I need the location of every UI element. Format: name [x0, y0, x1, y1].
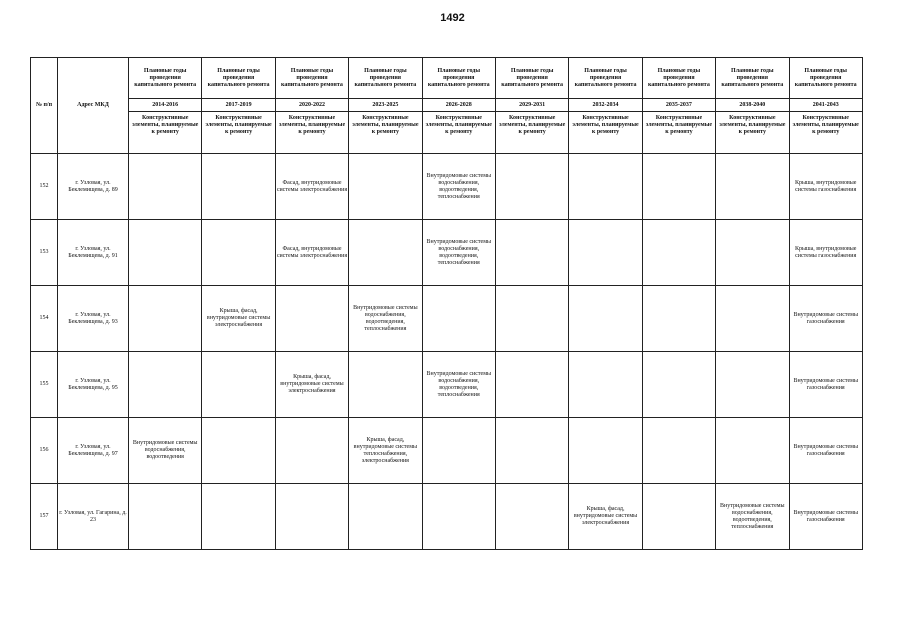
repair-work-cell: Фасад, внутридомовые системы электроснабжения [275, 154, 348, 220]
repair-work-cell [642, 220, 715, 286]
row-number-cell: 152 [31, 154, 58, 220]
column-header-planned-years: Плановые годы проведения капитального ремонта [789, 58, 862, 99]
row-number-cell: 156 [31, 418, 58, 484]
repair-work-cell [716, 154, 789, 220]
repair-work-cell: Внутридомовые системы газоснабжения [789, 484, 862, 550]
table-row [31, 484, 863, 550]
row-number-cell: 153 [31, 220, 58, 286]
repair-work-cell: Внутридомовые системы газоснабжения [789, 286, 862, 352]
repair-work-cell: Крыша, фасад, внутридомовые системы электроснабжения [569, 484, 642, 550]
repair-work-cell [202, 220, 275, 286]
repair-work-cell [202, 484, 275, 550]
address-cell: г. Узловая, ул. Беклемищева, д. 95 [58, 352, 129, 418]
elements-header: Конструктивные элементы, планируемые к ремонту [422, 112, 495, 154]
repair-work-cell: Внутридомовые системы газоснабжения [789, 352, 862, 418]
repair-work-cell [422, 286, 495, 352]
header-row-elements [31, 112, 863, 154]
repair-work-cell: Внутридомовые системы водоснабжения, водоотведения, теплоснабжения [422, 352, 495, 418]
period-header: 2026-2028 [422, 99, 495, 112]
repair-work-cell [349, 154, 422, 220]
repair-work-cell [495, 154, 568, 220]
repair-work-cell: Внутридомовые системы газоснабжения [789, 418, 862, 484]
row-number-cell: 157 [31, 484, 58, 550]
table-row [31, 220, 863, 286]
repair-work-cell [422, 418, 495, 484]
elements-header: Конструктивные элементы, планируемые к ремонту [569, 112, 642, 154]
header-row-periods [31, 99, 863, 112]
address-cell: г. Узловая, ул. Беклемищева, д. 91 [58, 220, 129, 286]
elements-header: Конструктивные элементы, планируемые к ремонту [129, 112, 202, 154]
column-header-planned-years: Плановые годы проведения капитального ремонта [129, 58, 202, 99]
column-header-planned-years: Плановые годы проведения капитального ремонта [495, 58, 568, 99]
period-header: 2020-2022 [275, 99, 348, 112]
repair-work-cell [642, 286, 715, 352]
repair-work-cell: Внутридомовые системы водоснабжения, водоотведения [129, 418, 202, 484]
period-header: 2029-2031 [495, 99, 568, 112]
table-row [31, 418, 863, 484]
repair-work-cell [569, 352, 642, 418]
repair-work-cell [202, 418, 275, 484]
elements-header: Конструктивные элементы, планируемые к ремонту [275, 112, 348, 154]
repair-work-cell [422, 484, 495, 550]
repair-work-cell [569, 286, 642, 352]
repair-work-cell [202, 154, 275, 220]
table-body [31, 154, 863, 550]
elements-header: Конструктивные элементы, планируемые к ремонту [642, 112, 715, 154]
header-row-titles [31, 58, 863, 99]
repair-work-cell [642, 154, 715, 220]
repair-work-cell [495, 286, 568, 352]
repair-work-cell [716, 352, 789, 418]
table-header [31, 58, 863, 154]
address-cell: г. Узловая, ул. Беклемищева, д. 89 [58, 154, 129, 220]
elements-header: Конструктивные элементы, планируемые к ремонту [495, 112, 568, 154]
repair-work-cell: Крыша, фасад, внутридомовые системы электроснабжения [275, 352, 348, 418]
repair-work-cell: Внутридомовые системы водоснабжения, водоотведения, теплоснабжения [422, 154, 495, 220]
period-header: 2041-2043 [789, 99, 862, 112]
period-header: 2038-2040 [716, 99, 789, 112]
repair-work-cell: Внутридомовые системы водоснабжения, водоотведения, теплоснабжения [349, 286, 422, 352]
repair-work-cell [495, 352, 568, 418]
period-header: 2035-2037 [642, 99, 715, 112]
repair-work-cell [275, 484, 348, 550]
repair-work-cell [349, 484, 422, 550]
elements-header: Конструктивные элементы, планируемые к ремонту [716, 112, 789, 154]
elements-header: Конструктивные элементы, планируемые к ремонту [349, 112, 422, 154]
capital-repair-schedule-table [30, 57, 863, 550]
repair-work-cell [642, 352, 715, 418]
period-header: 2023-2025 [349, 99, 422, 112]
period-header: 2017-2019 [202, 99, 275, 112]
row-number-cell: 155 [31, 352, 58, 418]
column-header-planned-years: Плановые годы проведения капитального ремонта [202, 58, 275, 99]
repair-work-cell: Крыша, фасад, внутридомовые системы теплоснабжения, электроснабжения [349, 418, 422, 484]
repair-work-cell [716, 418, 789, 484]
repair-work-cell: Фасад, внутридомовые системы электроснабжения [275, 220, 348, 286]
column-header-number: № п/п [31, 58, 58, 154]
table-row [31, 352, 863, 418]
repair-work-cell [275, 286, 348, 352]
repair-work-cell: Крыша, внутридомовые системы газоснабжения [789, 220, 862, 286]
repair-work-cell [349, 352, 422, 418]
repair-work-cell [569, 418, 642, 484]
repair-work-cell [495, 484, 568, 550]
repair-work-cell [495, 418, 568, 484]
repair-work-cell [129, 154, 202, 220]
column-header-planned-years: Плановые годы проведения капитального ремонта [716, 58, 789, 99]
repair-work-cell [495, 220, 568, 286]
column-header-address: Адрес МКД [58, 58, 129, 154]
repair-work-cell: Крыша, фасад, внутридомовые системы электроснабжения [202, 286, 275, 352]
address-cell: г. Узловая, ул. Беклемищева, д. 97 [58, 418, 129, 484]
column-header-planned-years: Плановые годы проведения капитального ремонта [642, 58, 715, 99]
repair-work-cell: Внутридомовые системы водоснабжения, водоотведения, теплоснабжения [716, 484, 789, 550]
elements-header: Конструктивные элементы, планируемые к ремонту [202, 112, 275, 154]
repair-work-cell: Внутридомовые системы водоснабжения, водоотведения, теплоснабжения [422, 220, 495, 286]
column-header-planned-years: Плановые годы проведения капитального ремонта [349, 58, 422, 99]
repair-work-cell [129, 220, 202, 286]
repair-work-cell [569, 154, 642, 220]
repair-work-cell [716, 220, 789, 286]
column-header-planned-years: Плановые годы проведения капитального ремонта [569, 58, 642, 99]
repair-work-cell [716, 286, 789, 352]
repair-work-cell [642, 418, 715, 484]
repair-work-cell [275, 418, 348, 484]
row-number-cell: 154 [31, 286, 58, 352]
period-header: 2032-2034 [569, 99, 642, 112]
repair-work-cell [349, 220, 422, 286]
repair-work-cell [129, 286, 202, 352]
elements-header: Конструктивные элементы, планируемые к ремонту [789, 112, 862, 154]
column-header-planned-years: Плановые годы проведения капитального ремонта [275, 58, 348, 99]
table-row [31, 154, 863, 220]
repair-work-cell [642, 484, 715, 550]
repair-work-cell [129, 352, 202, 418]
address-cell: г. Узловая, ул. Беклемищева, д. 93 [58, 286, 129, 352]
repair-work-cell [569, 220, 642, 286]
column-header-planned-years: Плановые годы проведения капитального ремонта [422, 58, 495, 99]
page-number: 1492 [440, 12, 465, 24]
address-cell: г. Узловая, ул. Гагарина, д. 23 [58, 484, 129, 550]
repair-work-cell: Крыша, внутридомовые системы газоснабжения [789, 154, 862, 220]
table-row [31, 286, 863, 352]
period-header: 2014-2016 [129, 99, 202, 112]
repair-work-cell [129, 484, 202, 550]
repair-work-cell [202, 352, 275, 418]
